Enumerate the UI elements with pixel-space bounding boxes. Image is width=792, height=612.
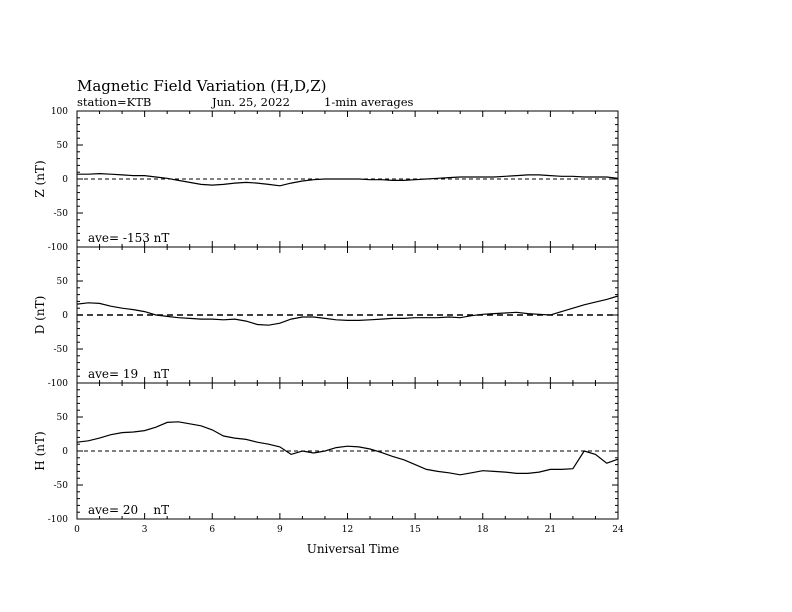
x-tick-label: 24: [612, 525, 624, 535]
x-tick-label: 3: [141, 525, 148, 535]
panel-d-y-tick-label: 50: [56, 277, 68, 287]
panel-h-frame: [77, 383, 618, 519]
panel-d-trace: [77, 296, 618, 325]
panel-d-ylabel: D (nT): [33, 295, 47, 335]
panel-z-y-tick-label: -100: [47, 243, 68, 253]
panel-d-y-tick-label: 0: [62, 311, 68, 321]
panel-z-y-tick-label: 0: [62, 175, 68, 185]
panel-z: [33, 107, 618, 253]
x-tick-label: 21: [544, 525, 557, 535]
panel-z-y-tick-label: -50: [53, 209, 68, 219]
date-label: Jun. 25, 2022: [212, 95, 290, 109]
x-tick-label: 18: [477, 525, 489, 535]
panel-h-ylabel: H (nT): [33, 431, 47, 471]
x-tick-label: 9: [277, 525, 283, 535]
panel-d-average: ave= 19 nT: [88, 367, 170, 381]
panel-d-y-tick-label: -50: [53, 345, 68, 355]
x-tick-label: 15: [409, 525, 421, 535]
panel-h-y-tick-label: -100: [47, 515, 68, 525]
panel-d: [33, 247, 618, 389]
averaging-label: 1-min averages: [324, 95, 414, 109]
x-tick-label: 6: [209, 525, 216, 535]
panel-d-y-tick-labels: [48, 277, 69, 389]
panel-z-trace: [77, 174, 618, 186]
station-label: station=KTB: [77, 95, 152, 109]
chart-title: Magnetic Field Variation (H,D,Z): [77, 77, 327, 95]
panel-z-average: ave= -153 nT: [88, 231, 170, 245]
x-axis-label: Universal Time: [306, 542, 400, 556]
panel-h-trace: [77, 422, 618, 475]
x-tick-label: 12: [341, 525, 354, 535]
panel-h-average: ave= 20 nT: [88, 503, 170, 517]
panel-z-y-tick-label: 50: [56, 141, 68, 151]
panel-h-ticks: [77, 383, 618, 519]
x-tick-labels: [74, 525, 624, 535]
panel-h-y-tick-label: 50: [56, 413, 68, 423]
panel-h-y-tick-label: -50: [53, 481, 68, 491]
panel-h: [33, 383, 618, 525]
panel-z-y-tick-labels: [48, 107, 69, 253]
panel-z-y-tick-label: 100: [50, 107, 68, 117]
panel-z-ylabel: Z (nT): [33, 160, 47, 198]
panel-d-y-tick-label: -100: [47, 379, 68, 389]
x-tick-label: 0: [74, 525, 80, 535]
panel-h-y-tick-labels: [48, 413, 69, 525]
panel-h-y-tick-label: 0: [62, 447, 68, 457]
